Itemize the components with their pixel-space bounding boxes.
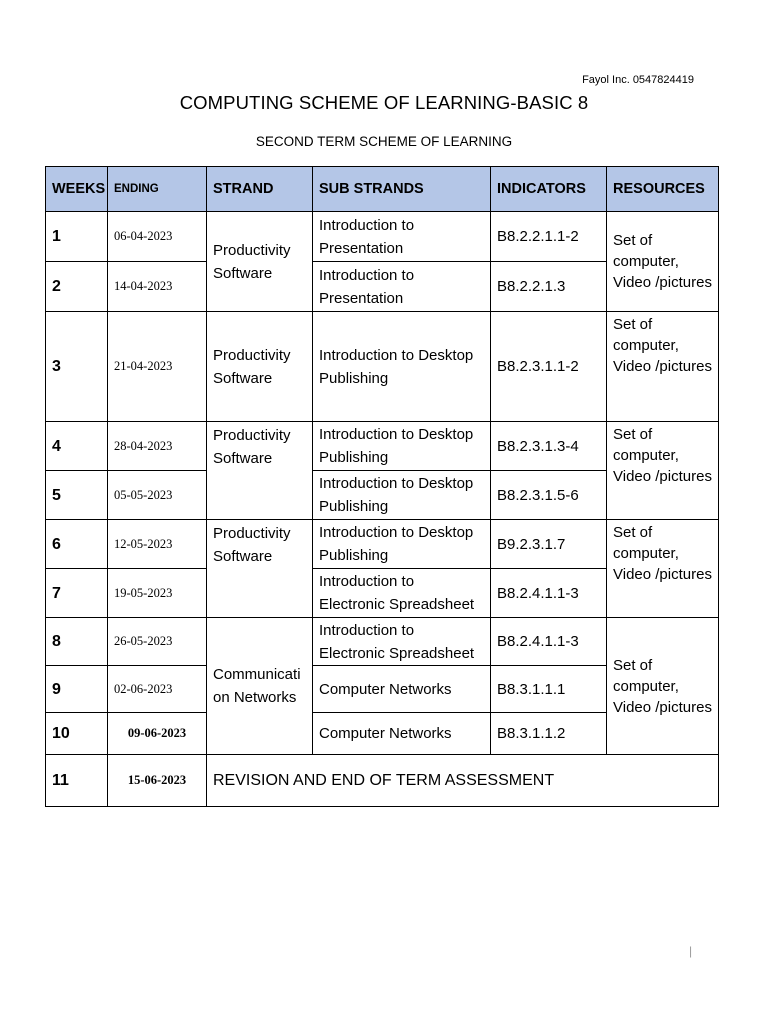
week-cell: 6 xyxy=(46,520,108,569)
week-cell: 1 xyxy=(46,212,108,262)
ending-date-cell: 21-04-2023 xyxy=(108,312,207,422)
indicator-cell: B8.2.2.1.3 xyxy=(491,262,607,312)
sub-strand-cell: Introduction to Presentation xyxy=(313,212,491,262)
resources-cell: Set of computer, Video /pictures xyxy=(607,312,719,422)
sub-strand-cell: Introduction to Desktop Publishing xyxy=(313,422,491,471)
column-header-weeks: WEEKS xyxy=(46,167,108,212)
week-cell: 8 xyxy=(46,618,108,666)
table-row xyxy=(46,312,719,422)
sub-strand-cell: Computer Networks xyxy=(313,666,491,713)
document-title: COMPUTING SCHEME OF LEARNING-BASIC 8 xyxy=(179,92,589,113)
ending-date-cell: 26-05-2023 xyxy=(108,618,207,666)
sub-strand-cell: Introduction to Desktop Publishing xyxy=(313,312,491,422)
indicator-cell: B8.3.1.1.1 xyxy=(491,666,607,713)
strand-cell: Productivity Software xyxy=(207,312,313,422)
table-row xyxy=(46,422,719,471)
indicator-cell: B8.3.1.1.2 xyxy=(491,713,607,755)
week-cell: 5 xyxy=(46,471,108,520)
table-row xyxy=(46,755,719,807)
publisher-contact: Fayol Inc. 0547824419 xyxy=(582,74,694,86)
week-cell: 11 xyxy=(46,755,108,807)
column-header-resources: RESOURCES xyxy=(607,167,719,212)
sub-strand-cell: Computer Networks xyxy=(313,713,491,755)
indicator-cell: B8.2.3.1.5-6 xyxy=(491,471,607,520)
column-header-sub-strands: SUB STRANDS xyxy=(313,167,491,212)
resources-cell: Set of computer, Video /pictures xyxy=(607,422,719,520)
revision-cell: REVISION AND END OF TERM ASSESSMENT xyxy=(207,755,719,807)
ending-date-cell: 28-04-2023 xyxy=(108,422,207,471)
strand-line-2: on Networks xyxy=(213,689,297,706)
ending-date-cell: 15-06-2023 xyxy=(108,755,207,807)
week-cell: 7 xyxy=(46,569,108,618)
week-cell: 2 xyxy=(46,262,108,312)
week-cell: 9 xyxy=(46,666,108,713)
indicator-cell: B8.2.4.1.1-3 xyxy=(491,618,607,666)
indicator-cell: B9.2.3.1.7 xyxy=(491,520,607,569)
week-cell: 3 xyxy=(46,312,108,422)
page-marker: | xyxy=(689,944,693,958)
resources-cell: Set of computer, Video /pictures xyxy=(607,618,719,755)
table-header-row xyxy=(46,167,719,212)
sub-strand-cell: Introduction to Desktop Publishing xyxy=(313,520,491,569)
column-header-indicators: INDICATORS xyxy=(491,167,607,212)
strand-cell: Productivity Software xyxy=(207,212,313,312)
indicator-cell: B8.2.4.1.1-3 xyxy=(491,569,607,618)
document-subtitle: SECOND TERM SCHEME OF LEARNING xyxy=(255,134,513,149)
ending-date-cell: 02-06-2023 xyxy=(108,666,207,713)
table-row xyxy=(46,520,719,569)
ending-date-cell: 06-04-2023 xyxy=(108,212,207,262)
sub-strand-cell: Introduction to Electronic Spreadsheet xyxy=(313,618,491,666)
week-cell: 4 xyxy=(46,422,108,471)
sub-strand-cell: Introduction to Desktop Publishing xyxy=(313,471,491,520)
column-header-strand: STRAND xyxy=(207,167,313,212)
indicator-cell: B8.2.2.1.1-2 xyxy=(491,212,607,262)
ending-date-cell: 12-05-2023 xyxy=(108,520,207,569)
strand-cell xyxy=(207,618,313,755)
strand-cell: Productivity Software xyxy=(207,422,313,520)
strand-line-1: Communicati xyxy=(213,666,301,683)
strand-cell: Productivity Software xyxy=(207,520,313,618)
week-cell: 10 xyxy=(46,713,108,755)
ending-date-cell: 09-06-2023 xyxy=(108,713,207,755)
ending-date-cell: 14-04-2023 xyxy=(108,262,207,312)
ending-date-cell: 19-05-2023 xyxy=(108,569,207,618)
indicator-cell: B8.2.3.1.1-2 xyxy=(491,312,607,422)
column-header-ending: ENDING xyxy=(108,167,207,212)
sub-strand-cell: Introduction to Presentation xyxy=(313,262,491,312)
sub-strand-cell: Introduction to Electronic Spreadsheet xyxy=(313,569,491,618)
resources-cell: Set of computer, Video /pictures xyxy=(607,212,719,312)
resources-cell: Set of computer, Video /pictures xyxy=(607,520,719,618)
table-row xyxy=(46,212,719,262)
scheme-table xyxy=(45,166,719,807)
ending-date-cell: 05-05-2023 xyxy=(108,471,207,520)
table-row xyxy=(46,618,719,666)
indicator-cell: B8.2.3.1.3-4 xyxy=(491,422,607,471)
